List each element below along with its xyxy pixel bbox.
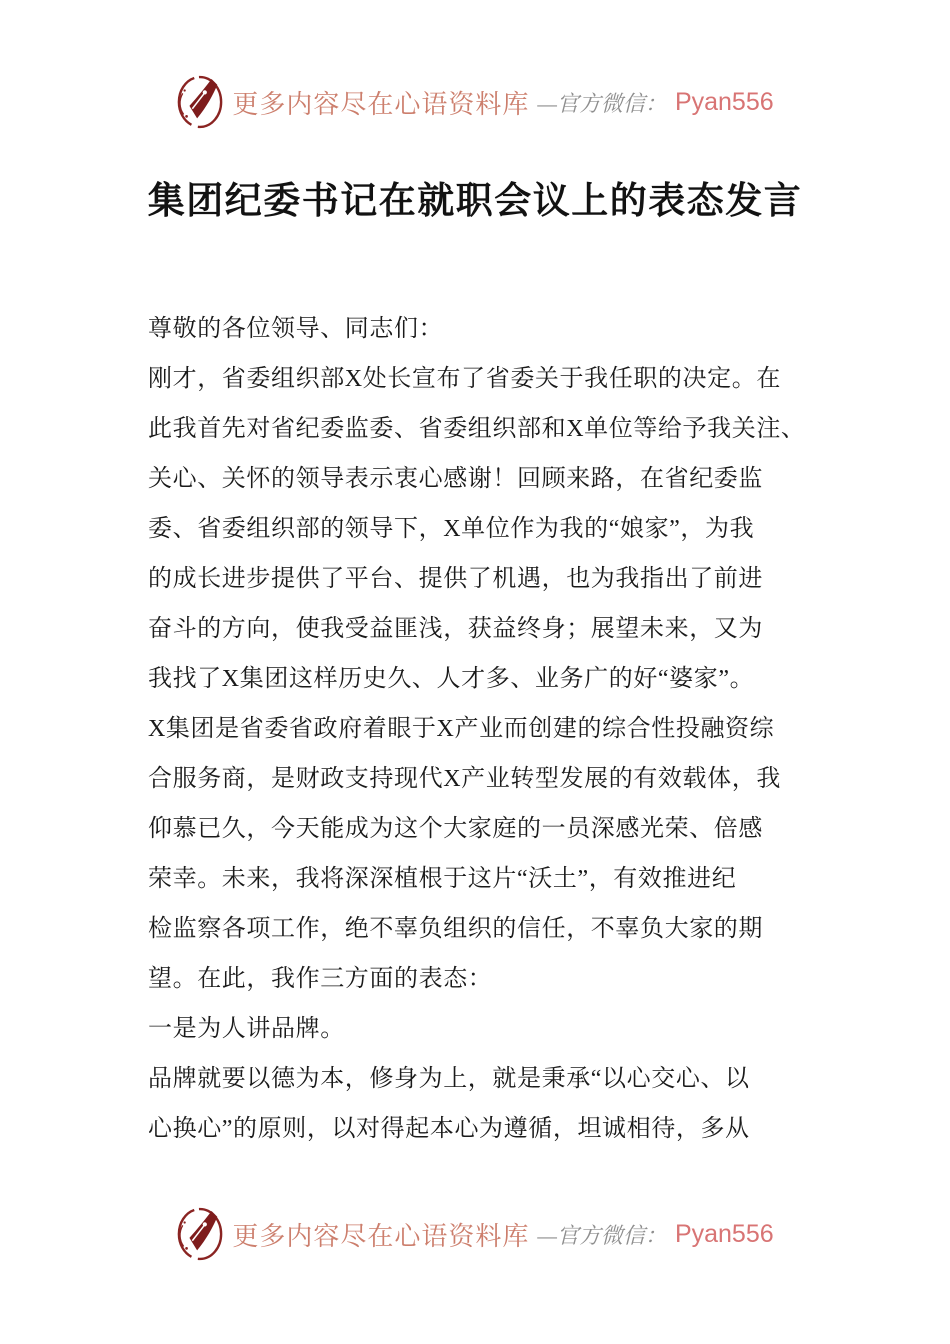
text-line: 检监察各项工作，绝不辜负组织的信任，不辜负大家的期: [148, 916, 763, 942]
text-line: 我找了X集团这样历史久、人才多、业务广的好“婆家”。: [148, 666, 755, 692]
page-title: 集团纪委书记在就职会议上的表态发言: [147, 181, 803, 222]
text-line: 仰慕已久，今天能成为这个大家庭的一员深感光荣、倍感: [148, 816, 763, 842]
text-line: 品牌就要以德为本，修身为上，就是秉承“以心交心、以: [148, 1066, 750, 1092]
header-watermark: [0, 74, 950, 130]
text-line: 心换心”的原则，以对得起本心为遵循，坦诚相待，多从: [148, 1116, 750, 1142]
text-line: 望。在此，我作三方面的表态：: [148, 966, 493, 992]
text-line: 的成长进步提供了平台、提供了机遇，也为我指出了前进: [148, 566, 763, 592]
text-line: 此我首先对省纪委监委、省委组织部和X单位等给予我关注、: [148, 416, 806, 442]
pen-circle-logo-icon: [176, 1206, 224, 1262]
watermark-separator: —官方微信：: [537, 90, 667, 116]
document-body: [148, 304, 810, 1154]
watermark-text: 更多内容尽在心语资料库: [232, 1221, 530, 1251]
watermark-wechat-account: Pyan556: [674, 87, 774, 116]
text-line: 尊敬的各位领导、同志们：: [148, 316, 444, 342]
text-line: 合服务商，是财政支持现代X产业转型发展的有效载体，我: [148, 766, 781, 792]
watermark-text: 更多内容尽在心语资料库: [232, 89, 530, 119]
footer-watermark: [0, 1206, 950, 1262]
pen-circle-logo-icon: [176, 74, 224, 130]
watermark-separator: —官方微信：: [537, 1222, 667, 1248]
text-line: 刚才，省委组织部X处长宣布了省委关于我任职的决定。在: [148, 366, 781, 392]
text-line: 奋斗的方向，使我受益匪浅，获益终身；展望未来，又为: [148, 616, 763, 642]
text-line: X集团是省委省政府着眼于X产业而创建的综合性投融资综: [148, 716, 775, 742]
text-line: 委、省委组织部的领导下，X单位作为我的“娘家”，为我: [148, 516, 755, 542]
watermark-wechat-account: Pyan556: [674, 1219, 774, 1248]
text-line: 荣幸。未来，我将深深植根于这片“沃土”，有效推进纪: [148, 866, 737, 892]
text-line: 关心、关怀的领导表示衷心感谢！回顾来路，在省纪委监: [148, 466, 763, 492]
text-line: 一是为人讲品牌。: [148, 1016, 345, 1042]
